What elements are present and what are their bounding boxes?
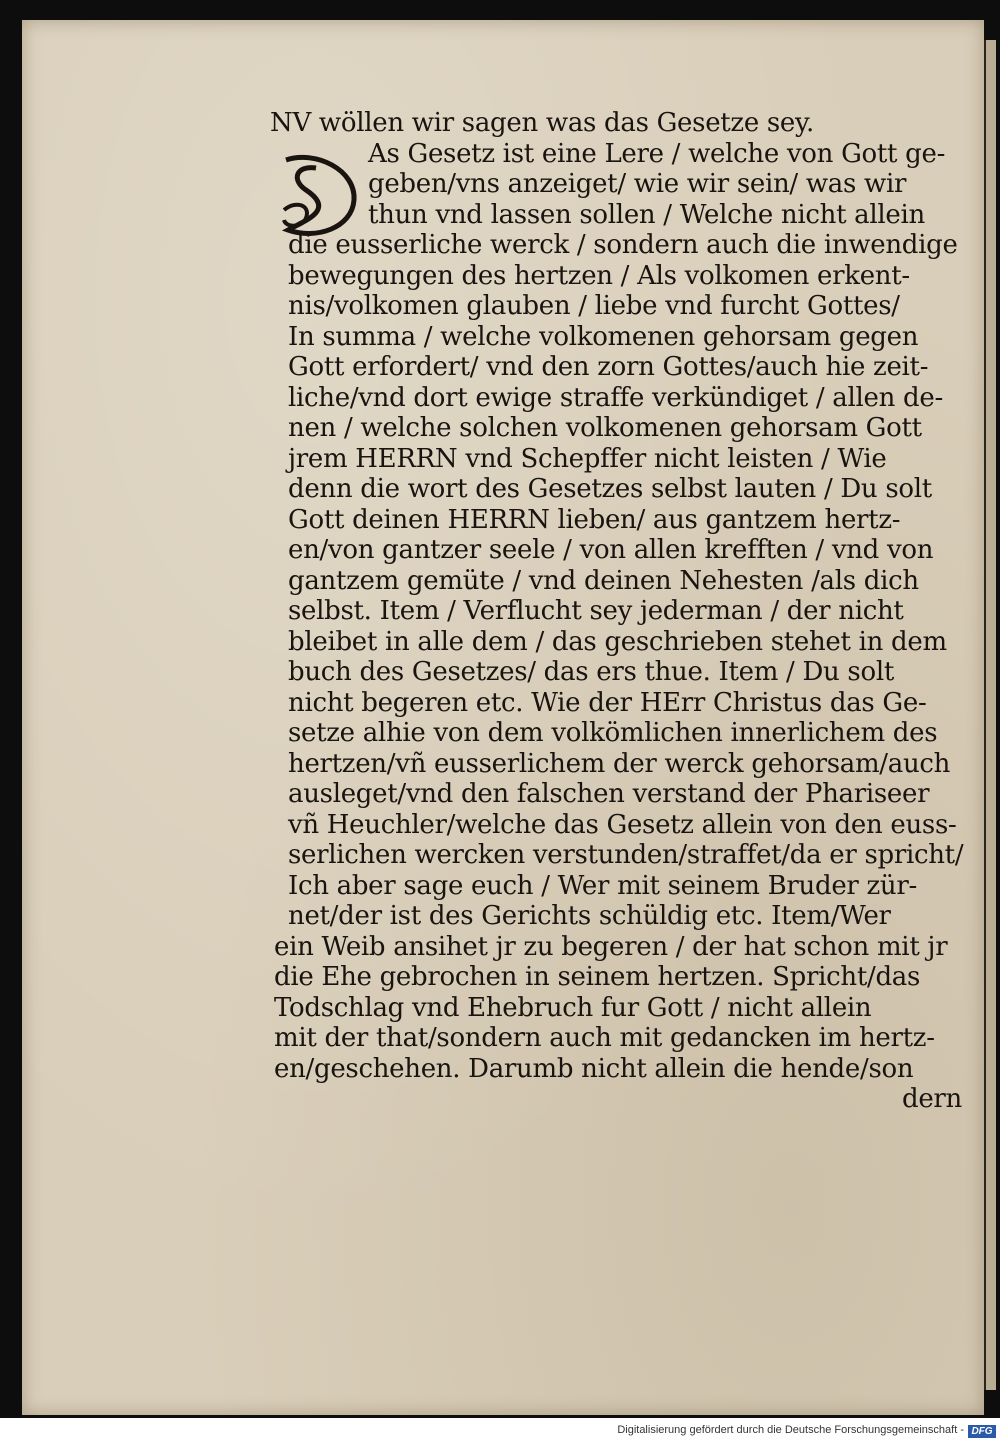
digitization-credit: Digitalisierung gefördert durch die Deutsche Forschungsgemeinschaft -	[617, 1424, 964, 1436]
text-line: en/geschehen. Darumb nicht allein die hende/son	[274, 1053, 914, 1084]
text-line: ausleget/vnd den falschen verstand der Phariseer	[288, 779, 930, 809]
text-line: denn die wort des Gesetzes selbst lauten / Du solt	[288, 474, 932, 504]
text-line: net/der ist des Gerichts schüldig etc. Item/Wer	[288, 901, 891, 931]
text-line: die Ehe gebrochen in seinem hertzen. Spricht/das	[274, 962, 921, 992]
text-line: serlichen wercken verstunden/straffet/da er spricht/	[288, 840, 964, 870]
text-line: ein Weib ansihet jr zu begeren / der hat schon mit jr	[274, 931, 948, 962]
text-line: geben/vns anzeiget/ wie wir sein/ was wir	[368, 169, 907, 199]
text-line: die eusserliche werck / sondern auch die inwendige	[288, 230, 958, 260]
text-line: As Gesetz ist eine Lere / welche von Gott ge-	[368, 138, 946, 169]
text-line: buch des Gesetzes/ das ers thue. Item / Du solt	[288, 657, 894, 687]
text-line: jrem HERRN vnd Schepffer nicht leisten / Wie	[288, 443, 887, 474]
dfg-logo-icon: DFG	[968, 1425, 996, 1438]
text-line: hertzen/vñ eusserlichem der werck gehorsam/auch	[288, 748, 951, 779]
text-line: nen / welche solchen volkomenen gehorsam Gott	[288, 413, 922, 443]
catchword: dern	[901, 1084, 962, 1114]
page-edge	[984, 40, 996, 1390]
text-line: selbst. Item / Verflucht sey jederman / der nicht	[288, 596, 904, 626]
text-line: liche/vnd dort ewige straffe verkündiget / allen de-	[288, 382, 943, 413]
text-line: Gott deinen HERRN lieben/ aus gantzem hertz-	[288, 504, 901, 535]
text-line: NV wöllen wir sagen was das Gesetze sey.	[270, 108, 814, 138]
text-line: bleibet in alle dem / das geschrieben stehet in dem	[288, 626, 947, 657]
text-line: Ich aber sage euch / Wer mit seinem Bruder zür-	[288, 870, 917, 901]
text-line: gantzem gemüte / vnd deinen Nehesten /als dich	[288, 565, 919, 596]
text-line: Gott erfordert/ vnd den zorn Gottes/auch hie zeit-	[288, 352, 929, 382]
text-line: nicht begeren etc. Wie der HErr Christus das Ge-	[288, 687, 927, 718]
text-line: en/von gantzer seele / von allen krefften / vnd von	[288, 535, 934, 565]
text-line: Todschlag vnd Ehebruch fur Gott / nicht allein	[274, 992, 872, 1023]
text-line: mit der that/sondern auch mit gedancken im hertz-	[274, 1023, 935, 1053]
text-line: setze alhie von dem volkömlichen innerlichem des	[288, 718, 938, 748]
text-line: In summa / welche volkomenen gehorsam gegen	[288, 321, 919, 352]
text-line: bewegungen des hertzen / Als volkomen erkent-	[288, 260, 910, 291]
text-line: nis/volkomen glauben / liebe vnd furcht Gottes/	[288, 291, 900, 321]
text-line: thun vnd lassen sollen / Welche nicht allein	[368, 199, 925, 230]
text-line: vñ Heuchler/welche das Gesetz allein von den euss-	[288, 809, 957, 840]
footer-bar	[0, 1420, 1000, 1445]
main-text	[270, 108, 970, 1115]
